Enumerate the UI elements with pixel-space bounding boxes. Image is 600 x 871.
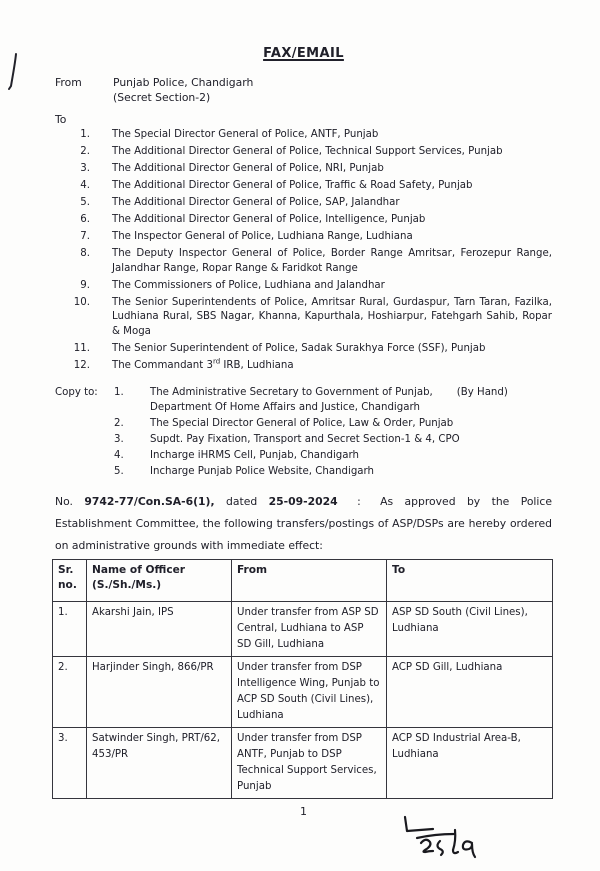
- copy-item-line1-text: The Administrative Secretary to Government of Punjab,: [150, 387, 433, 398]
- header-line: From: [237, 564, 268, 576]
- from-line2: (Secret Section-2): [113, 91, 211, 104]
- cell-name: Satwinder Singh, PRT/62, 453/PR: [87, 728, 232, 799]
- to-list-item: [55, 145, 552, 160]
- to-item-text: The Additional Director General of Police, Intelligence, Punjab: [112, 214, 426, 225]
- to-list-item: [55, 279, 552, 294]
- cell-from: Under transfer from DSP Intelligence Wing, Punjab to ACP SD South (Civil Lines), Ludhiana: [232, 657, 387, 728]
- copy-to-label: Copy to:: [55, 387, 98, 398]
- to-list-item: [55, 342, 552, 357]
- table-row: [53, 602, 553, 657]
- to-item-text: The Inspector General of Police, Ludhiana Range, Ludhiana: [112, 231, 413, 242]
- to-item-text: The Senior Superintendents of Police, Amritsar Rural, Gurdaspur, Tarn Taran, Fazilka, Ludhiana Rural, SBS Nagar, Khanna, Kapurthala, Hoshiarpur, Fatehgarh Sahib, Ropar & Moga: [112, 296, 552, 337]
- copy-item-text: Incharge Punjab Police Website, Chandigarh: [150, 466, 375, 477]
- to-item-number: 4.: [80, 180, 90, 191]
- to-item-text: The Additional Director General of Police, NRI, Punjab: [112, 163, 384, 174]
- to-item-text: The Additional Director General of Police, SAP, Jalandhar: [112, 197, 400, 208]
- reference-paragraph: [55, 491, 552, 557]
- ref-no-label: No.: [55, 495, 73, 508]
- copy-to-list: [114, 385, 552, 480]
- cell-sr: 3.: [53, 728, 87, 799]
- header-to: [387, 560, 553, 602]
- handwritten-date-mark: [398, 800, 508, 865]
- to-item-number: 3.: [80, 163, 90, 174]
- cell-sr: 2.: [53, 657, 87, 728]
- to-label: To: [55, 113, 67, 126]
- copy-item-number: 3.: [114, 434, 124, 445]
- to-item-text: The Additional Director General of Police, Traffic & Road Safety, Punjab: [112, 180, 473, 191]
- to-item-text: The Commissioners of Police, Ludhiana and Jalandhar: [112, 279, 385, 291]
- header-line: no.: [58, 579, 77, 591]
- from-value: [113, 75, 253, 105]
- to-list-item: [55, 196, 552, 211]
- header-from: [232, 560, 387, 602]
- copy-to-item: [114, 385, 552, 415]
- from-line1: Punjab Police, Chandigarh: [113, 76, 254, 89]
- to-list-item: [55, 128, 552, 143]
- to-item-number: 11.: [73, 342, 90, 354]
- page-number: 1: [300, 805, 307, 818]
- to-item-text: The Additional Director General of Police, Technical Support Services, Punjab: [112, 146, 503, 157]
- table-row: [53, 728, 553, 799]
- copy-to-block: [55, 385, 552, 480]
- to-item-text-pre: The Commandant 3: [112, 359, 213, 371]
- to-list-item: [55, 247, 552, 276]
- cell-from: Under transfer from ASP SD Central, Ludhiana to ASP SD Gill, Ludhiana: [232, 602, 387, 657]
- to-item-number: 6.: [80, 214, 90, 225]
- ordinal-superscript: rd: [212, 357, 221, 366]
- transfers-table: [52, 559, 553, 799]
- table-row: [53, 657, 553, 728]
- ref-number: 9742-77/Con.SA-6(1),: [84, 495, 215, 508]
- ref-dated-label: dated: [226, 495, 258, 508]
- header-line: Sr.: [58, 564, 74, 576]
- copy-item-number: 4.: [114, 450, 124, 461]
- pen-stroke-mark: [3, 47, 27, 95]
- to-list-item: [55, 296, 552, 340]
- to-list-item: [55, 179, 552, 194]
- copy-to-item: [114, 432, 552, 447]
- page-title: FAX/EMAIL: [263, 46, 344, 61]
- cell-to: ACP SD Gill, Ludhiana: [387, 657, 553, 728]
- copy-item-number: 5.: [114, 466, 124, 477]
- to-list: [55, 128, 552, 373]
- to-item-number: 8.: [80, 248, 90, 259]
- to-item-text: The Deputy Inspector General of Police, Border Range Amritsar, Ferozepur Range, Jalandhar Range, Ropar Range & Faridkot Range: [112, 248, 552, 274]
- by-hand-note: (By Hand): [456, 387, 508, 398]
- copy-item-line2: Department Of Home Affairs and Justice, Chandigarh: [150, 402, 420, 413]
- cell-to: ASP SD South (Civil Lines), Ludhiana: [387, 602, 553, 657]
- copy-item-text: [150, 385, 552, 415]
- to-item-text: The Special Director General of Police, ANTF, Punjab: [112, 129, 379, 140]
- to-list-item: [55, 213, 552, 228]
- from-label: From: [55, 76, 82, 89]
- header-line: Name of Officer: [92, 564, 186, 576]
- copy-item-number: 1.: [114, 387, 124, 398]
- header-line: To: [392, 564, 406, 576]
- copy-to-item: [114, 464, 552, 479]
- table-header-row: [53, 560, 553, 602]
- from-block: [55, 75, 552, 105]
- cell-name: Harjinder Singh, 866/PR: [87, 657, 232, 728]
- to-item-text: The Senior Superintendent of Police, Sadak Surakhya Force (SSF), Punjab: [112, 342, 486, 354]
- copy-to-item: [114, 448, 552, 463]
- header-line: (S./Sh./Ms.): [92, 579, 162, 591]
- copy-item-text: Supdt. Pay Fixation, Transport and Secret Section-1 & 4, CPO: [150, 434, 460, 445]
- cell-from: Under transfer from DSP ANTF, Punjab to DSP Technical Support Services, Punjab: [232, 728, 387, 799]
- to-list-item: [55, 359, 552, 374]
- ref-body: As approved by the Police Establishment Committee, the following transfers/postings of ASP/DSPs are hereby ordered on administrative grounds with immediate effect:: [55, 495, 553, 552]
- copy-item-line1: [150, 385, 552, 400]
- to-list-item: [55, 230, 552, 245]
- copy-to-item: [114, 416, 552, 431]
- to-item-number: 12.: [73, 359, 90, 371]
- cell-name: Akarshi Jain, IPS: [87, 602, 232, 657]
- ref-date: 25-09-2024: [268, 495, 338, 508]
- header-sr-no: [53, 560, 87, 602]
- ref-colon: :: [357, 495, 361, 508]
- copy-item-text: The Special Director General of Police, Law & Order, Punjab: [150, 418, 454, 429]
- to-item-number: 9.: [80, 279, 90, 291]
- to-item-number: 10.: [73, 296, 90, 308]
- cell-sr: 1.: [53, 602, 87, 657]
- to-item-text-post: IRB, Ludhiana: [220, 359, 294, 371]
- to-item-number: 7.: [80, 231, 90, 242]
- to-item-text: [112, 359, 552, 374]
- to-item-number: 1.: [80, 129, 90, 140]
- to-list-item: [55, 162, 552, 177]
- to-item-number: 2.: [80, 146, 90, 157]
- copy-item-text: Incharge iHRMS Cell, Punjab, Chandigarh: [150, 450, 359, 461]
- header-name-of-officer: [87, 560, 232, 602]
- cell-to: ACP SD Industrial Area-B, Ludhiana: [387, 728, 553, 799]
- copy-item-number: 2.: [114, 418, 124, 429]
- to-item-number: 5.: [80, 197, 90, 208]
